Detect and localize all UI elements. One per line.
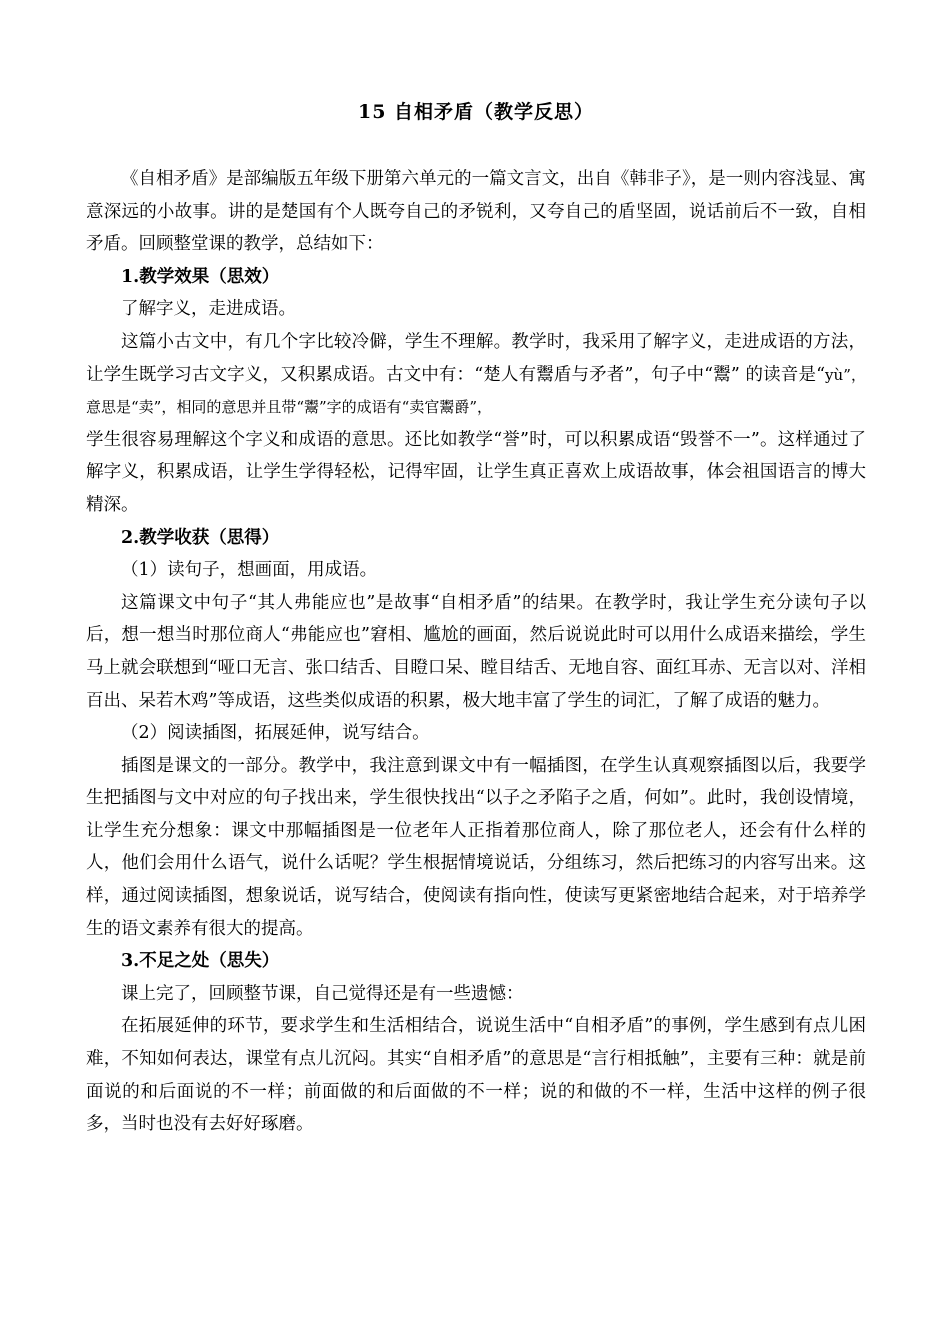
section3-paragraph-1: 课上完了，回顾整节课，自己觉得还是有一些遗憾： (121, 983, 524, 1004)
document-body (86, 163, 866, 1141)
document-page (86, 0, 866, 1344)
section1-paragraph-b: 学生很容易理解这个字义和成语的意思。还比如教学“誉”时，可以积累成语“毁誉不一”。这样通过了解字义，积累成语，让学生学得轻松，记得牢固，让学生真正喜欢上成语故事，体会祖国语言的博大精深。 (86, 429, 866, 515)
section1-subheading: 了解字义，走进成语。 (121, 299, 296, 320)
section1-heading: 1.教学效果（思效） (121, 266, 280, 287)
section1-text-part2: ”，意思是“卖”，相同的意思并且带“鬻”字的成语有“卖官鬻爵”， (86, 365, 867, 417)
section3-heading: 3.不足之处（思失） (121, 951, 280, 972)
section1-paragraph-a (86, 326, 866, 424)
section2-item1-title: （1）读句子，想画面，用成语。 (121, 560, 378, 581)
intro-paragraph: 《自相矛盾》是部编版五年级下册第六单元的一篇文言文，出自《韩非子》，是一则内容浅显、寓意深远的小故事。讲的是楚国有个人既夸自己的矛锐利，又夸自己的盾坚固，说话前后不一致，自相矛盾。回顾整堂课的教学，总结如下： (86, 169, 866, 255)
section3-paragraph-2: 在拓展延伸的环节，要求学生和生活相结合，说说生活中“自相矛盾”的事例，学生感到有点儿困难，不知如何表达，课堂有点儿沉闷。其实“自相矛盾”的意思是“言行相抵触”，主要有三种：就是前面说的和后面说的不一样；前面做的和后面做的不一样；说的和做的不一样，生活中这样的例子很多，当时也没有去好好琢磨。 (86, 1016, 866, 1135)
section2-item2-text: 插图是课文的一部分。教学中，我注意到课文中有一幅插图，在学生认真观察插图以后，我要学生把插图与文中对应的句子找出来，学生很快找出“以子之矛陷子之盾，何如”。此时，我创设情境，让学生充分想象：课文中那幅插图是一位老年人正指着那位商人，除了那位老人，还会有什么样的人，他们会用什么语气，说什么话呢？学生根据情境说话，分组练习，然后把练习的内容写出来。这样，通过阅读插图，想象说话，说写结合，使阅读有指向性，使读写更紧密地结合起来，对于培养学生的语文素养有很大的提高。 (86, 755, 866, 939)
section2-item2-title: （2）阅读插图，拓展延伸，说写结合。 (121, 723, 430, 744)
section1-text-part1: 这篇小古文中，有几个字比较冷僻，学生不理解。教学时，我采用了解字义，走进成语的方法，让学生既学习古文字义，又积累成语。古文中有：“楚人有鬻盾与矛者”，句子中“鬻” 的读音是“ (86, 331, 866, 385)
section2-heading: 2.教学收获（思得） (121, 527, 280, 548)
pinyin-yu: yù (825, 365, 844, 384)
page-title: 15 自相矛盾（教学反思） (357, 101, 595, 123)
section2-item1-text: 这篇课文中句子“其人弗能应也”是故事“自相矛盾”的结果。在教学时，我让学生充分读句子以后，想一想当时那位商人“弗能应也”窘相、尴尬的画面，然后说说此时可以用什么成语来描绘，学生马上就会联想到“哑口无言、张口结舌、目瞪口呆、瞠目结舌、无地自容、面红耳赤、无言以对、洋相百出、呆若木鸡”等成语，这些类似成语的积累，极大地丰富了学生的词汇，了解了成语的魅力。 (86, 592, 866, 711)
